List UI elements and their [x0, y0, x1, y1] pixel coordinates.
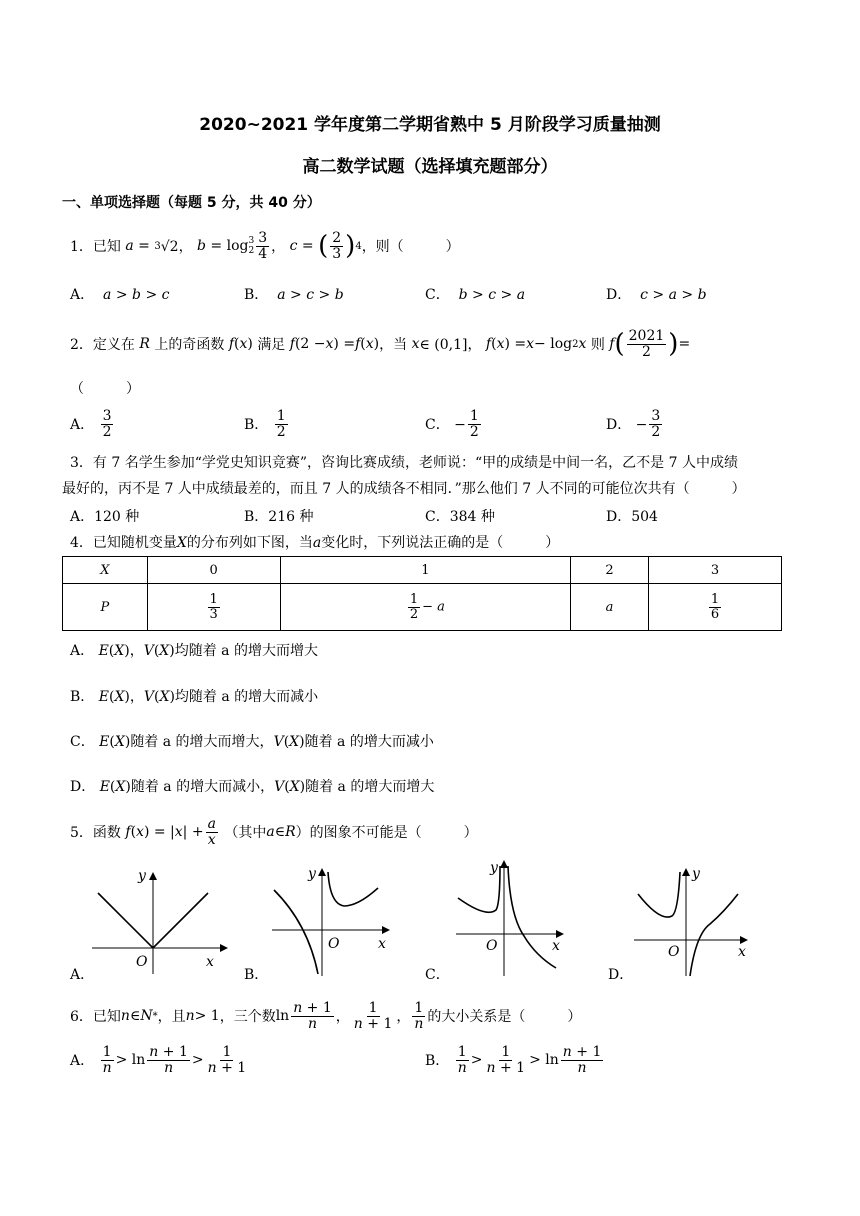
question-5-stem: 5．函数 f ( x ) = | x | + $\frac{a}{x}$ （其中 a ∈ R ）的图象不可能是（ ） — [70, 815, 478, 848]
q3-option-c[interactable]: C．384 种 — [425, 509, 495, 525]
table-cell: $\frac{1}{6}$ — [648, 584, 781, 631]
q1-option-c[interactable]: C． b > c > a — [425, 287, 526, 303]
q4-option-c[interactable]: C． E(X)随着 a 的增大而增大，V(X)随着 a 的增大而减小 — [70, 734, 434, 750]
q2-option-a[interactable]: A． $\frac{3}{2}$ — [70, 407, 112, 440]
svg-text:x: x — [378, 936, 386, 952]
graph-d[interactable] — [630, 864, 756, 980]
q2-option-b[interactable]: B． $\frac{1}{2}$ — [244, 407, 286, 440]
table-cell: 1 — [280, 557, 570, 584]
q6-option-a[interactable]: A． $\frac{1}{n}$ > ln $\frac{n + 1}{n}$ > $\frac{1}{n + 1}$ — [70, 1043, 247, 1076]
q3-option-d[interactable]: D．504 — [606, 509, 658, 525]
exam-title: 2020~2021 学年度第二学期省熟中 5 月阶段学习质量抽测 — [199, 115, 661, 135]
q1-tail: ，则（ ） — [361, 239, 460, 255]
graph-a-label: A． — [70, 967, 95, 983]
q6-option-b[interactable]: B． $\frac{1}{n}$ > $\frac{1}{n + 1}$ > ln $\frac{n + 1}{n}$ — [425, 1043, 602, 1076]
graph-c[interactable] — [452, 856, 572, 980]
table-cell: a — [571, 584, 649, 631]
q2-option-d[interactable]: D． − $\frac{3}{2}$ — [606, 407, 661, 440]
svg-text:O: O — [486, 938, 498, 954]
section-heading: 一、单项选择题（每题 5 分，共 40 分） — [62, 195, 321, 211]
question-2-stem: 2．定义在 R 上的奇函数 f ( x ) 满足 f (2 − x ) = f ( x ) ，当 x ∈ (0,1]， f ( x ) = x − log 2 x 则 f ( $\frac{2021}{2}$ ) = — [70, 327, 691, 360]
graph-d-label: D． — [608, 967, 634, 983]
graph-c-label: C． — [425, 967, 450, 983]
table-cell: 3 — [648, 557, 781, 584]
q2-option-c[interactable]: C． − $\frac{1}{2}$ — [425, 407, 479, 440]
graph-b-label: B． — [244, 967, 269, 983]
question-4-stem: 4．已知随机变量X的分布列如下图，当a变化时，下列说法正确的是（ ） — [70, 535, 560, 551]
svg-text:y: y — [692, 866, 700, 882]
table-cell: 0 — [147, 557, 280, 584]
table-header-p: P — [63, 584, 148, 631]
graph-b[interactable] — [268, 864, 398, 980]
svg-text:O: O — [668, 944, 680, 960]
q3-line1: 3．有 7 名学生参加“学党史知识竞赛”，咨询比赛成绩，老师说：“甲的成绩是中间一名，乙不是 7 人中成绩 — [70, 455, 738, 471]
distribution-table — [62, 556, 782, 631]
table-cell: 2 — [571, 557, 649, 584]
table-cell: $\frac{1}{2}$ − a — [280, 584, 570, 631]
q4-option-d[interactable]: D． E(X)随着 a 的增大而减小，V(X)随着 a 的增大而增大 — [70, 779, 435, 795]
svg-text:y: y — [490, 860, 498, 876]
svg-text:x: x — [738, 944, 746, 960]
svg-text:O: O — [136, 954, 148, 970]
q1-option-a[interactable]: A． a > b > c — [70, 287, 170, 303]
q3-line2: 最好的，丙不是 7 人中成绩最差的，而且 7 人的成绩各不相同．”那么他们 7 人不同的可能位次共有（ ） — [62, 481, 746, 497]
q4-option-b[interactable]: B． E(X)，V(X)均随着 a 的增大而减小 — [70, 689, 319, 705]
table-header-x: X — [63, 557, 148, 584]
q4-option-a[interactable]: A． E(X)，V(X)均随着 a 的增大而增大 — [70, 643, 318, 659]
svg-text:y: y — [138, 868, 146, 884]
q1-option-b[interactable]: B． a > c > b — [244, 287, 344, 303]
svg-text:x: x — [552, 938, 560, 954]
table-cell: $\frac{1}{3}$ — [147, 584, 280, 631]
svg-text:x: x — [206, 954, 214, 970]
q3-option-b[interactable]: B．216 种 — [244, 509, 314, 525]
graph-a[interactable] — [88, 866, 228, 978]
exam-subtitle: 高二数学试题（选择填充题部分） — [302, 157, 558, 177]
svg-text:y: y — [308, 866, 316, 882]
q1-num: 1．已知 — [70, 239, 121, 255]
q2-paren: （ ） — [70, 381, 140, 397]
question-6-stem: 6．已知 n ∈ N * ，且 n > 1 ，三个数 ln $\frac{n + 1}{n}$ ， $\frac{1}{n + 1}$ ， $\frac{1}{n}$ 的大小关系是（ ） — [70, 999, 582, 1032]
q3-option-a[interactable]: A．120 种 — [70, 509, 140, 525]
svg-text:O: O — [328, 936, 340, 952]
q1-option-d[interactable]: D． c > a > b — [606, 287, 707, 303]
question-1-stem: 1．已知 a = 3 √2， b = log 3 2 $\frac{3}{4}$ ， c = ( $\frac{2}{3}$ ) 4 ，则（ ） — [70, 229, 460, 262]
